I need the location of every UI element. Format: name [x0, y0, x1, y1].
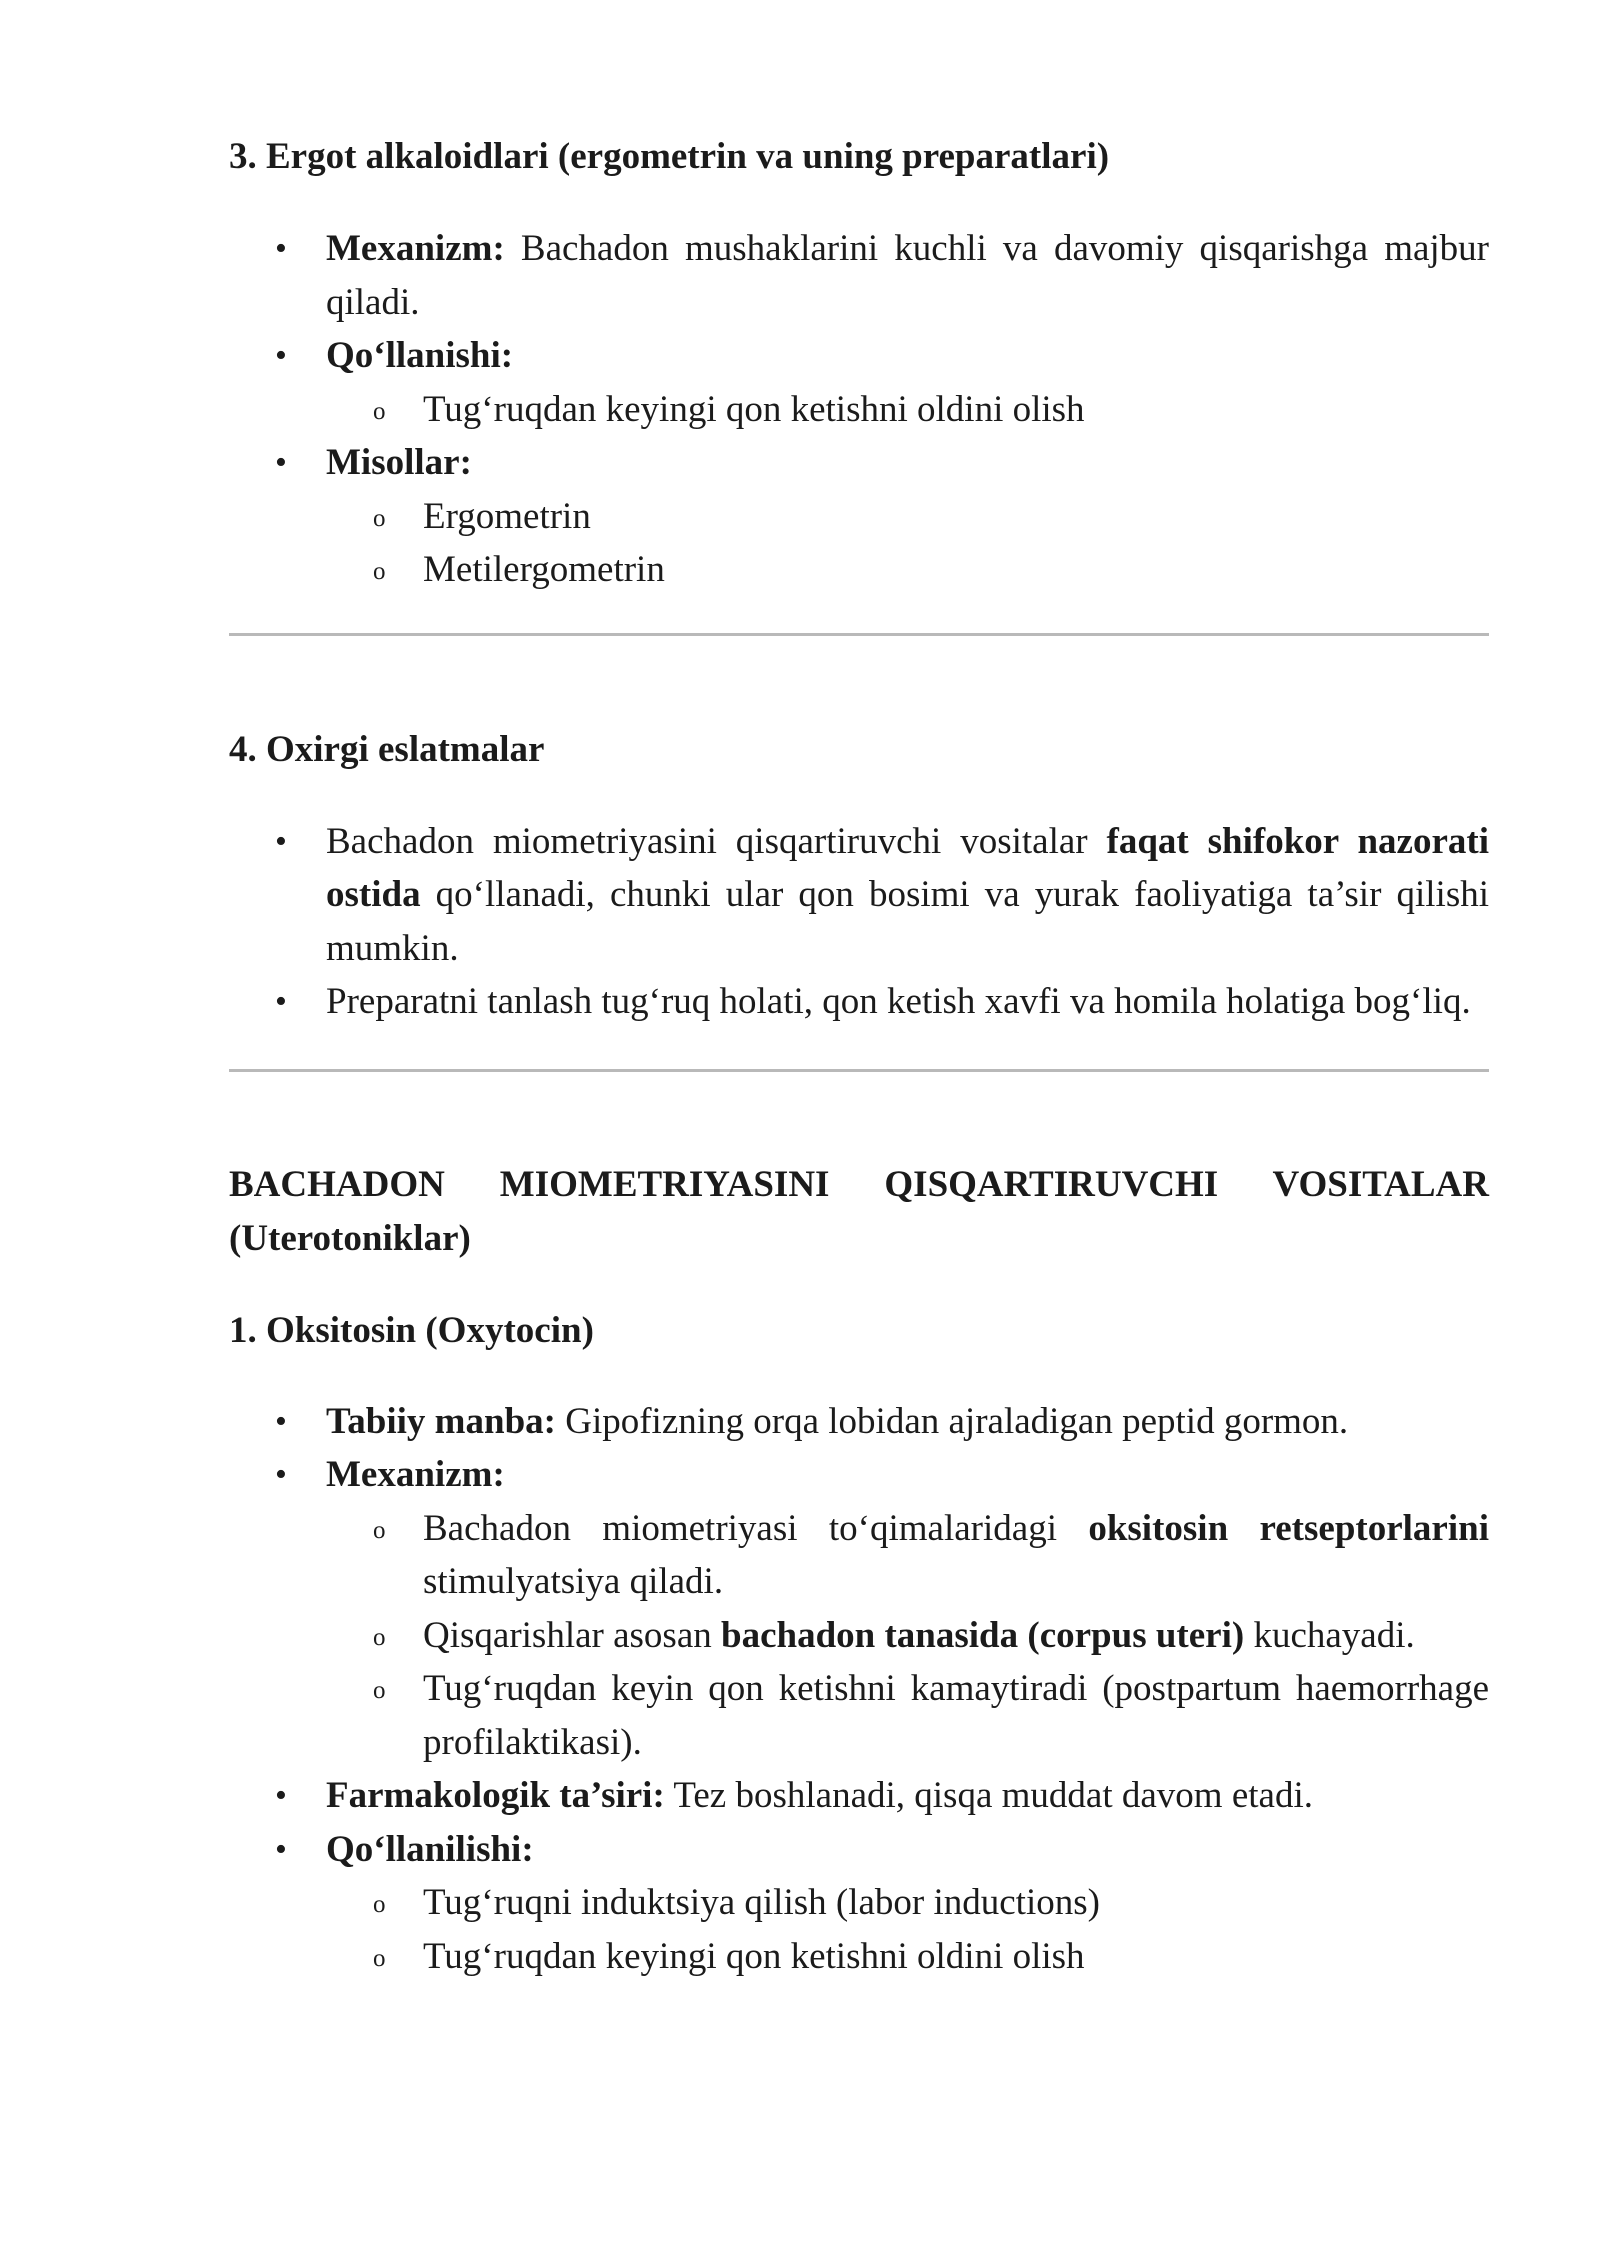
sub-list-item [229, 1609, 1489, 1663]
item-label: Tabiiy manba: [326, 1400, 556, 1442]
sub-item-text: Bachadon miometriyasi to‘qimalaridagi [423, 1507, 1089, 1549]
bullet-circle: o [373, 397, 386, 425]
list-item [229, 815, 1489, 976]
list-item [229, 329, 1489, 436]
sub-item-text: Tug‘ruqdan keyin qon ketishni kamaytiradi (postpartum haemorrhage profilaktikasi). [423, 1668, 1489, 1763]
item-label: Mexanizm: [326, 228, 505, 269]
sub-item-text: Ergometrin [423, 495, 591, 537]
sub-list-item [229, 1876, 1489, 1930]
item-label: Farmakologik ta’siri: [326, 1775, 665, 1816]
sub-list [326, 383, 1489, 437]
sub-list-item [229, 490, 1489, 544]
bullet-circle: o [373, 504, 386, 532]
bullet-disc: • [275, 230, 287, 267]
list-item [229, 975, 1489, 1029]
sub-item-text: Tug‘ruqdan keyingi qon ketishni oldini olish [423, 1935, 1085, 1977]
sub-item-bold-text: oksitosin retseptorlarini [1088, 1507, 1489, 1549]
document-page [229, 130, 1489, 1983]
section-4-list [229, 815, 1489, 1029]
sub-item-text: Qisqarishlar asosan [423, 1614, 721, 1656]
item-label: Misollar: [326, 442, 472, 483]
item-text: Tez boshlanadi, qisqa muddat davom etadi. [664, 1775, 1313, 1816]
sub-list [326, 1876, 1489, 1983]
item-bold-text: faqat shifokor nazorati ostida [326, 820, 1489, 915]
bullet-circle: o [373, 1891, 386, 1918]
bullet-disc: • [275, 1456, 287, 1493]
sub-item-text: Metilergometrin [423, 549, 665, 590]
bullet-disc: • [275, 337, 287, 374]
sub-item-bold-text: bachadon tanasida (corpus uteri) [721, 1614, 1245, 1656]
list-item [229, 222, 1489, 329]
sub-item-text: kuchayadi. [1244, 1614, 1415, 1656]
sub-list-item [229, 383, 1489, 437]
sub-item-text: Tug‘ruqdan keyingi qon ketishni oldini olish [423, 388, 1085, 430]
oxytocin-list [229, 1395, 1489, 1984]
sub-item-text: Tug‘ruqni induktsiya qilish (labor inductions) [423, 1882, 1100, 1923]
bullet-disc: • [275, 444, 287, 481]
oxytocin-heading: 1. Oksitosin (Oxytocin) [229, 1309, 594, 1351]
item-text: Bachadon miometriyasini qisqartiruvchi vositalar [326, 820, 1107, 862]
list-item [229, 436, 1489, 597]
item-label: Mexanizm: [326, 1454, 505, 1495]
item-label: Qo‘llanilishi: [326, 1828, 534, 1870]
item-text: Gipofizning orqa lobidan ajraladigan peptid gormon. [555, 1400, 1349, 1442]
sub-list-item [229, 1930, 1489, 1984]
bullet-circle: o [373, 1677, 386, 1704]
section-3-heading: 3. Ergot alkaloidlari (ergometrin va uning preparatlari) [229, 136, 1110, 177]
bullet-disc: • [275, 1777, 287, 1814]
item-label: Qo‘llanishi: [326, 335, 514, 376]
sub-item-text: stimulyatsiya qiladi. [423, 1561, 724, 1602]
item-text: Bachadon mushaklarini kuchli va davomiy qisqarishga majbur qiladi. [326, 228, 1489, 323]
sub-list [326, 1502, 1489, 1770]
bullet-disc: • [275, 1830, 287, 1868]
sub-list-item [229, 543, 1489, 597]
item-text: Preparatni tanlash tug‘ruq holati, qon ketish xavfi va homila holatiga bog‘liq. [326, 981, 1471, 1022]
list-item [229, 1823, 1489, 1984]
bullet-circle: o [373, 558, 386, 585]
bullet-disc: • [275, 1402, 287, 1440]
list-item [229, 1769, 1489, 1823]
list-item [229, 1448, 1489, 1769]
sub-list-item [229, 1662, 1489, 1769]
bullet-circle: o [373, 1516, 386, 1544]
bullet-disc: • [275, 983, 287, 1020]
bullet-circle: o [373, 1623, 386, 1651]
section-4-heading: 4. Oxirgi eslatmalar [229, 728, 545, 770]
sub-list-item [229, 1502, 1489, 1609]
item-text: qo‘llanadi, chunki ular qon bosimi va yurak faoliyatiga ta’sir qilishi mumkin. [326, 874, 1489, 969]
bullet-disc: • [275, 822, 287, 860]
sub-list [326, 490, 1489, 597]
section-3-list [229, 222, 1489, 597]
bullet-circle: o [373, 1944, 386, 1972]
main-heading: BACHADON MIOMETRIYASINI QISQARTIRUVCHI VOSITALAR (Uterotoniklar) [229, 1163, 1489, 1259]
list-item [229, 1395, 1489, 1449]
